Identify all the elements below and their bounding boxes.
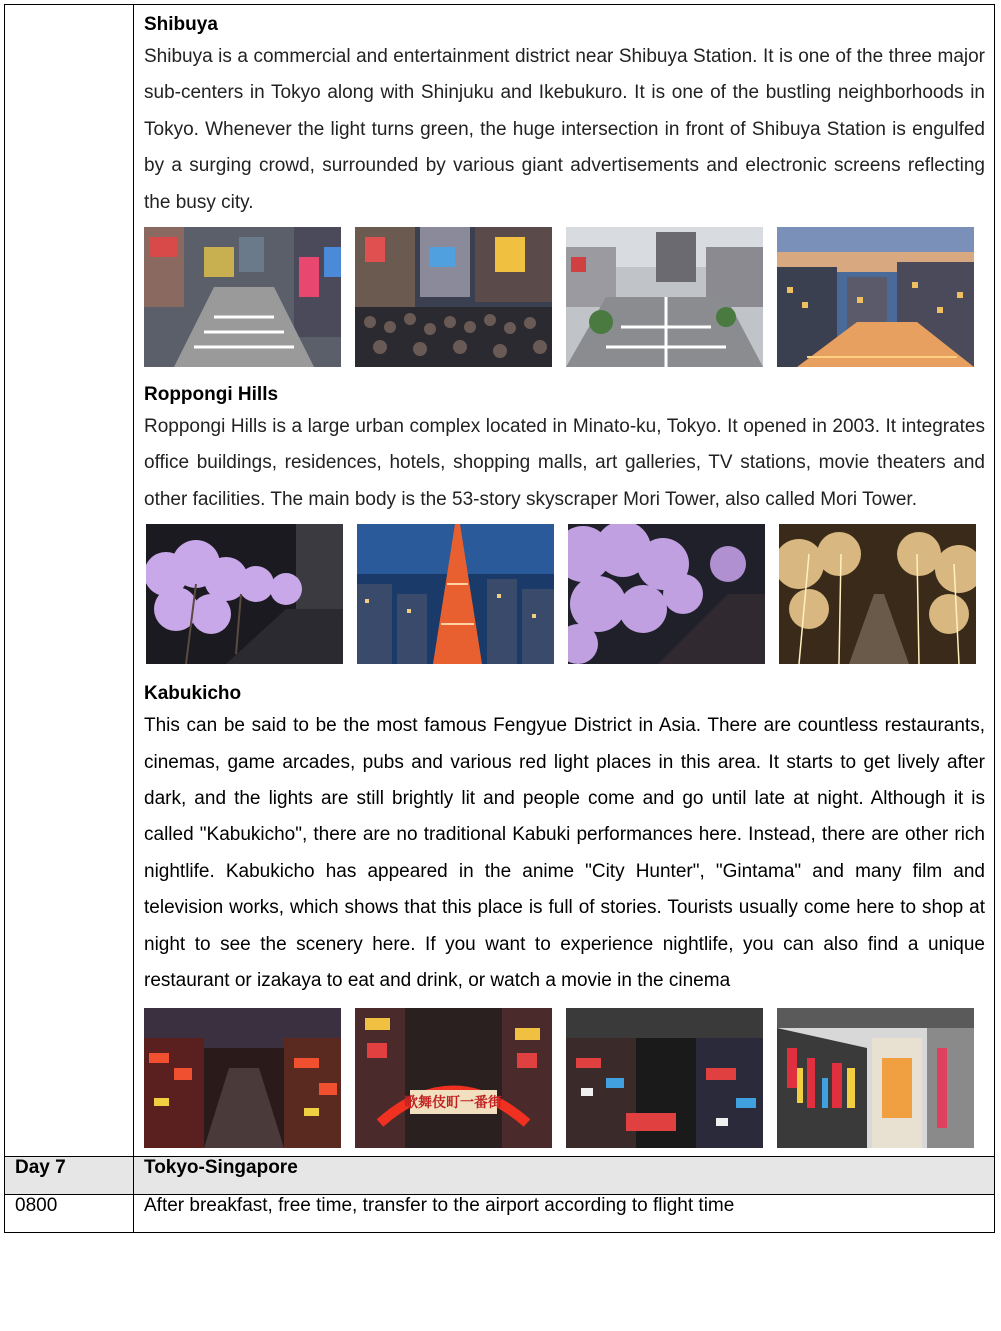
day-title: Tokyo-Singapore	[134, 1156, 995, 1194]
photo-gallery	[144, 227, 985, 367]
section-title: Kabukicho	[144, 683, 242, 705]
kabukicho-gate-sign-photo	[355, 1008, 552, 1148]
schedule-activity: After breakfast, free time, transfer to the airport according to flight time	[134, 1194, 995, 1232]
section-roppongi-hills	[144, 381, 985, 664]
kabukicho-neon-street-photo	[144, 1008, 341, 1148]
kabukicho-alley-photo	[566, 1008, 763, 1148]
itinerary-table	[4, 4, 995, 1233]
section-shibuya	[144, 11, 985, 367]
tokyo-tower-photo	[357, 524, 554, 664]
photo-gallery	[146, 524, 985, 664]
section-description: Shibuya is a commercial and entertainment district near Shibuya Station. It is one of the three major sub-centers in Tokyo along with Shinjuku and Ikebukuro. It is one of the bustling neighborhoods in Tokyo. Whenever the light turns green, the huge intersection in front of Shibuya Station is engulfed by a surging crowd, surrounded by various giant advertisements and electronic screens reflecting the busy city.	[144, 46, 985, 213]
shibuya-scramble-photo	[566, 227, 763, 367]
day-header-row	[5, 1156, 995, 1194]
kabukicho-signs-building-photo	[777, 1008, 974, 1148]
attractions-row	[5, 5, 995, 1157]
section-description: This can be said to be the most famous Fengyue District in Asia. There are countless restaurants, cinemas, game arcades, pubs and various red light places in this area. It starts to get lively after dark, and the lights are still brightly lit and people come and go until late at night. Although it is called "Kabukicho", there are no traditional Kabuki performances here. Instead, there are other rich nightlife. Kabukicho has appeared in the anime "City Hunter", "Gintama" and many film and television works, which shows that this place is full of stories. Tourists usually come here to shop at night to see the scenery here. If you want to experience nightlife, you can also find a unique restaurant or izakaya to eat and drink, or watch a movie in the cinema	[144, 715, 985, 992]
shibuya-crowd-photo	[355, 227, 552, 367]
illumination-street-photo	[779, 524, 976, 664]
cherry-blossom-night-photo	[146, 524, 343, 664]
section-title: Shibuya	[144, 14, 218, 35]
cherry-blossom-avenue-photo	[568, 524, 765, 664]
schedule-time: 0800	[5, 1194, 134, 1232]
section-kabukicho	[144, 680, 985, 1147]
section-description: Roppongi Hills is a large urban complex located in Minato-ku, Tokyo. It opened in 2003. It integrates office buildings, residences, hotels, shopping malls, art galleries, TV stations, movie theaters and other facilities. The main body is the 53-story skyscraper Mori Tower, also called Mori Tower.	[144, 416, 985, 510]
kabukicho-sign-text: 歌舞伎町一番街	[404, 1094, 502, 1111]
section-title: Roppongi Hills	[144, 384, 279, 406]
empty-time-cell	[5, 5, 134, 1157]
shibuya-crossing-aerial-photo	[144, 227, 341, 367]
shibuya-dusk-skyline-photo	[777, 227, 974, 367]
day-label: Day 7	[5, 1156, 134, 1194]
itinerary-page	[4, 4, 994, 1233]
attractions-cell	[134, 5, 995, 1157]
schedule-row	[5, 1194, 995, 1232]
photo-gallery	[144, 1008, 985, 1148]
